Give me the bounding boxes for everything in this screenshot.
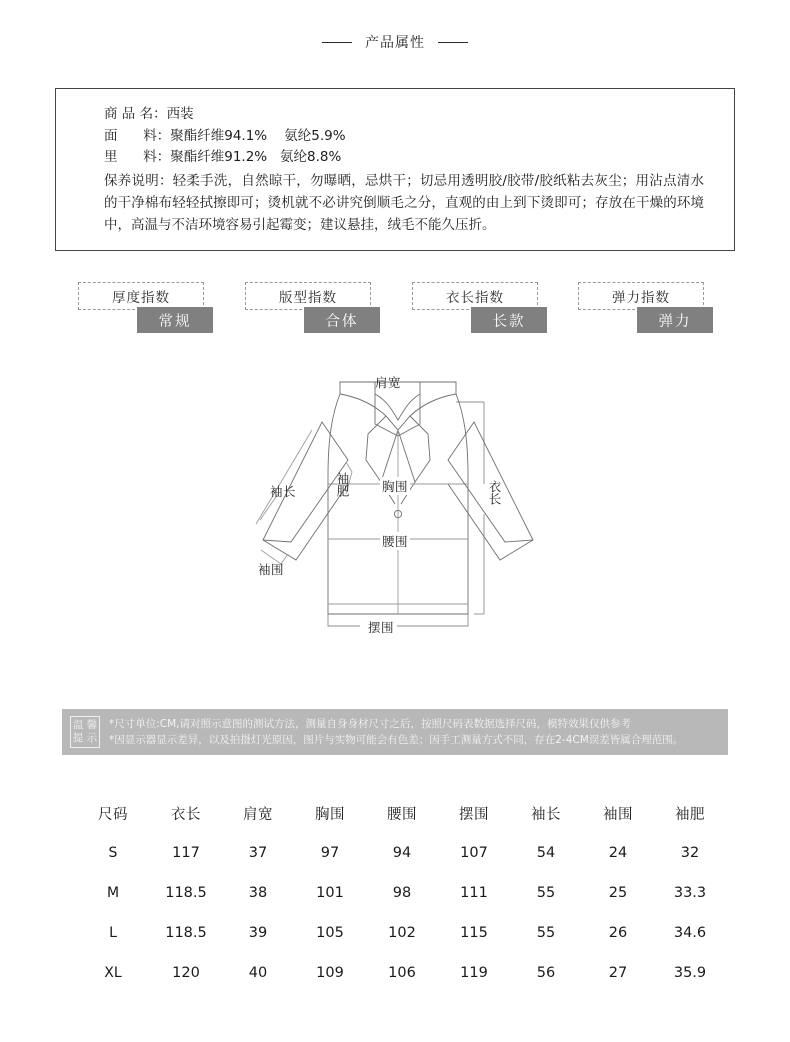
index-label: 版型指数 — [245, 282, 371, 310]
table-row — [76, 873, 726, 913]
index-label: 弹力指数 — [578, 282, 704, 310]
index-item-thickness — [78, 282, 213, 338]
value-cell: 55 — [536, 925, 556, 941]
table-header-row — [76, 793, 726, 833]
table-header-cell: 袖长 — [531, 806, 561, 823]
label-cuff: 袖围 — [258, 562, 285, 577]
label-sleeve-length: 袖长 — [270, 484, 297, 499]
value-cell: 39 — [248, 925, 268, 941]
value-cell: 105 — [316, 925, 344, 941]
value-cell: 106 — [388, 965, 416, 981]
value-cell: 40 — [248, 965, 268, 981]
value-cell: 101 — [316, 885, 344, 901]
value-cell: 27 — [608, 965, 628, 981]
value-cell: 24 — [608, 845, 628, 861]
value-cell: 115 — [460, 925, 488, 941]
title-dash-right — [438, 42, 468, 43]
label-hem: 摆围 — [365, 618, 397, 636]
table-header-cell: 衣长 — [171, 806, 201, 823]
value-cell: 34.6 — [673, 925, 707, 941]
table-header-cell: 袖肥 — [675, 806, 705, 823]
value-cell: 37 — [248, 845, 268, 861]
value-cell: 119 — [460, 965, 488, 981]
warm-tips-notice — [62, 709, 728, 755]
label-waist: 腰围 — [382, 534, 409, 549]
size-cell: M — [106, 885, 120, 901]
value-cell: 56 — [536, 965, 556, 981]
size-cell: L — [109, 925, 117, 941]
size-chart-table — [76, 793, 726, 993]
index-value: 长款 — [471, 307, 547, 333]
jacket-line-drawing — [248, 364, 548, 649]
table-header-cell: 胸围 — [315, 806, 345, 823]
index-item-length — [412, 282, 547, 338]
index-label: 衣长指数 — [412, 282, 538, 310]
value-cell: 109 — [316, 965, 344, 981]
notice-badge-line1: 温 馨 — [72, 719, 98, 731]
lining-line: 里 料：聚酯纤维91.2% 氨纶8.8% — [104, 149, 342, 165]
value-cell: 26 — [608, 925, 628, 941]
value-cell: 102 — [388, 925, 416, 941]
notice-line-2: *因显示器显示差异，以及拍摄灯光原因，图片与实物可能会有色差；因手工测量方式不同，存在2-4CM误差皆属合理范围。 — [109, 734, 684, 746]
index-value: 常规 — [137, 307, 213, 333]
index-item-fit — [245, 282, 380, 338]
value-cell: 25 — [608, 885, 628, 901]
table-header-cell: 腰围 — [387, 806, 417, 823]
value-cell: 55 — [536, 885, 556, 901]
value-cell: 118.5 — [165, 885, 207, 901]
table-header-cell: 袖围 — [603, 806, 633, 823]
index-item-elasticity — [578, 282, 713, 338]
table-row — [76, 913, 726, 953]
page-title — [0, 32, 790, 52]
index-badges — [0, 282, 790, 338]
value-cell: 94 — [392, 845, 412, 861]
care-instructions: 保养说明：轻柔手洗，自然晾干，勿曝晒，忌烘干；切忌用透明胶/胶带/胶纸粘去灰尘；用沾点清水的干净棉布轻轻拭擦即可；烫机就不必讲究倒顺毛之分，直观的由上到下烫即可；存放在干燥的环境中，高温与不洁环境容易引起霉变；建议悬挂，绒毛不能久压折。 — [104, 172, 704, 233]
value-cell: 111 — [460, 885, 488, 901]
label-bust: 胸围 — [382, 479, 409, 494]
value-cell: 32 — [680, 845, 700, 861]
value-cell: 107 — [460, 845, 488, 861]
size-cell: S — [108, 845, 118, 861]
size-cell: XL — [104, 965, 122, 981]
label-shoulder: 肩宽 — [375, 375, 402, 390]
garment-measurement-diagram — [248, 364, 548, 649]
table-header-cell: 肩宽 — [243, 806, 273, 823]
value-cell: 118.5 — [165, 925, 207, 941]
value-cell: 98 — [392, 885, 412, 901]
product-info-box — [55, 88, 735, 251]
index-value: 弹力 — [637, 307, 713, 333]
table-row — [76, 953, 726, 993]
value-cell: 54 — [536, 845, 556, 861]
value-cell: 33.3 — [673, 885, 707, 901]
label-sleeve-width: 袖肥 — [335, 472, 350, 497]
title-dash-left — [322, 42, 352, 43]
notice-badge — [70, 716, 100, 748]
fabric-line: 面 料：聚酯纤维94.1% 氨纶5.9% — [104, 127, 346, 144]
value-cell: 120 — [172, 965, 200, 981]
index-value: 合体 — [304, 307, 380, 333]
value-cell: 35.9 — [673, 965, 707, 981]
table-header-cell: 尺码 — [98, 806, 128, 823]
value-cell: 117 — [172, 845, 200, 861]
value-cell: 38 — [248, 885, 268, 901]
label-garment-length: 衣长 — [487, 480, 502, 505]
index-label: 厚度指数 — [78, 282, 204, 310]
table-row — [76, 833, 726, 873]
notice-badge-line2: 提 示 — [72, 732, 98, 744]
table-header-cell: 摆围 — [459, 806, 489, 823]
page-title-text: 产品属性 — [365, 35, 425, 51]
product-name-line: 商 品 名：西装 — [104, 106, 194, 122]
notice-line-1: *尺寸单位:CM,请对照示意图的测试方法，测量自身身材尺寸之后，按照尺码表数据选择尺码，模特效果仅供参考 — [109, 718, 632, 730]
notice-text — [109, 716, 683, 748]
value-cell: 97 — [320, 845, 340, 861]
